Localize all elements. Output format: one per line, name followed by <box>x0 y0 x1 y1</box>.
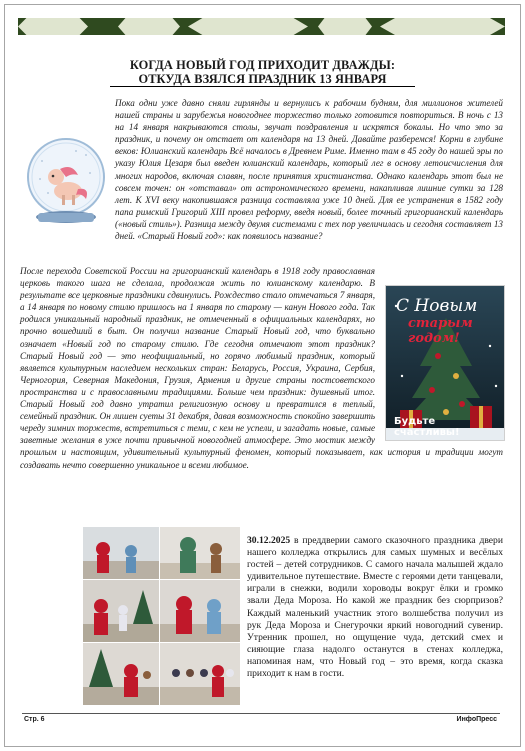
event-photo-1 <box>83 527 159 579</box>
poster-line2: старым годом! <box>408 316 473 346</box>
float-spacer <box>375 265 503 441</box>
event-date: 30.12.2025 <box>247 535 291 546</box>
article-paragraph-1 <box>20 97 503 265</box>
event-photo-4 <box>160 580 240 642</box>
band-hex <box>18 18 88 35</box>
poster-line3: Будьте счастливы! <box>394 416 460 438</box>
article-paragraph-2 <box>20 265 503 523</box>
band-hex <box>380 18 505 35</box>
header-band <box>18 18 505 35</box>
event-description: в преддверии самого сказочного праздника двери нашего колледжа открылись для самых шумных и весёлых гостей – детей сотрудников. С самого начала малышей ждало удивительное путешествие. Вместе с героями дети танцевали, играли в снежки, водили хороводы вокруг ёлки и громко звали Деда Мороза. Но какой же праздник без сюрпризов? Каждый маленький участник этого волшебства получил из рук Деда Мороза и Снегурочки яркий новогодний сувенир. Утренник прошел, но ощущение чуда, детский смех и сияющие глаза надолго останутся в стенах колледжа, напоминая нам, что Новый год – это время, когда сказка приходит к нам в гости. <box>247 535 503 680</box>
paragraph-1-text: Пока одни уже давно сняли гирлянды и вернулись к рабочим будням, для миллионов жителей нашей страны и зарубежья новогоднее торжество только готовится повториться. В ночь с 13 на 14 января накрываются столы, звучат поздравления и искрятся бокалы. Но что это за праздник, и почему он отстает от календаря на 13 дней. Давайте разберемся! Корни в глубине веков: Юлианский календарь Всё началось в Древнем Риме. Именно там в 45 году до нашей эры по указу Юлия Цезаря был введен юлианский календарь, который лег в основу летоисчисления для многих народов, включая славян, после принятия христианства. Однако календарь этот был не совсем точен: он «отставал» от астрономического времени, накапливая лишние сутки за 128 лет. К XVI веку накопившаяся разница составляла уже 10 дней. Для ее устранения в 1582 году папа римский Григорий XIII провел реформу, введя новый, более точный григорианский календарь («новый стиль»). Разница между двумя системами с тех пор увеличилась и сегодня составляет 13 дней. «Старый Новый год»: как появилось название? <box>115 98 503 242</box>
footer-rule <box>22 713 500 714</box>
brand-name: ИнфоПресс <box>456 716 497 723</box>
page-number: Стр. 6 <box>24 716 45 723</box>
poster-line1: С Новым <box>396 296 478 316</box>
float-spacer <box>20 121 115 233</box>
event-text <box>247 535 503 680</box>
event-photo-2 <box>160 527 240 579</box>
band-hex <box>188 18 308 35</box>
paragraph-2-text: После перехода Советской России на григорианский календарь в 1918 году православная церковь такого шага не сделала, продолжая жить по юлианскому календарю. В результате все церковные праздники сдвинулись. Рождество стало отмечаться 7 января, а 14 января по новому стилю пришлось на 1 января по старому — канун Нового года. Так родился уникальный народный праздник, не отмеченный в официальных календарях, но прочно вошедший в быт. Он получил название Старый Новый год, что буквально означает «Новый год по старому стилю. Где сегодня отмечают этот праздник? Старый Новый год — это неофициальный, но горячо любимый праздник, который является культурным наследием нескольких стран: Беларусь, Россия, Украина, Сербия, Черногория, Северная Македония, Грузия, Армения и другие страны постсоветского пространства и с православными традициями. Больше чем праздник: душевный итог. Старый Новый год давно утратил религиозную основу и превратился в теплый, семейный праздник. Он лишен суеты 31 декабря, давая возможность спокойно завершить череду зимних торжеств, встретиться с теми, с кем не успели, и загадать новые, самые заветные желания в уже почти привычной новогодней атмосфере. Это мостик между прошлым и настоящим, удивительный культурный феномен, который показывает, как история и традиции могут создавать нечто совершенно уникальное и всеми любимое. <box>20 266 503 470</box>
event-photo-3 <box>83 580 159 642</box>
article-title-line2: ОТКУДА ВЗЯЛСЯ ПРАЗДНИК 13 ЯНВАРЯ <box>138 72 387 86</box>
band-hex <box>318 18 372 35</box>
event-photo-5 <box>83 643 159 705</box>
band-hex <box>118 18 180 35</box>
article-title-line1: КОГДА НОВЫЙ ГОД ПРИХОДИТ ДВАЖДЫ: <box>129 58 396 72</box>
title-underline <box>110 86 415 87</box>
event-photo-6 <box>160 643 240 705</box>
